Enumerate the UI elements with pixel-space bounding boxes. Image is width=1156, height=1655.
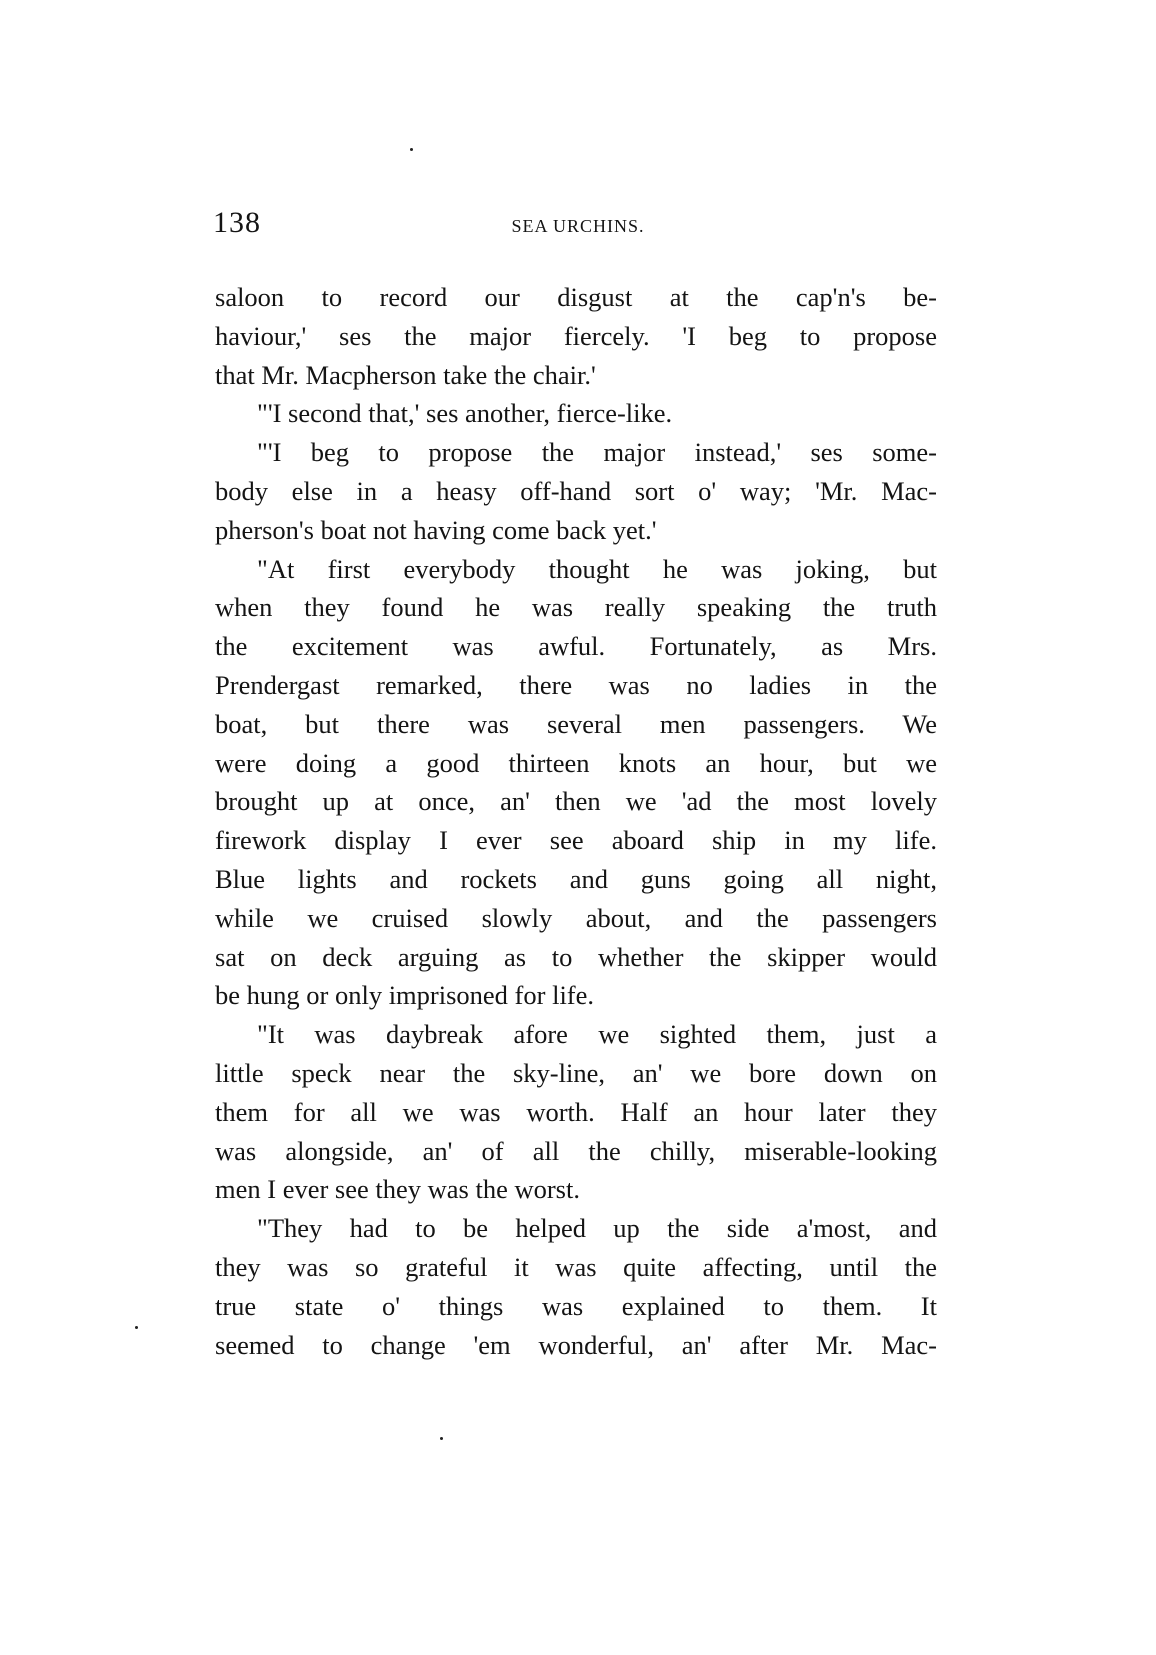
text-line: "It was daybreak afore we sighted them, just a bbox=[257, 1019, 937, 1050]
text-line: while we cruised slowly about, and the passengers bbox=[215, 902, 937, 933]
text-line: saloon to record our disgust at the cap'n's be- bbox=[215, 282, 937, 312]
text-line: pherson's boat not having come back yet.' bbox=[215, 514, 657, 545]
text-line: haviour,' ses the major fiercely. 'I beg to propose bbox=[215, 320, 937, 351]
print-speck bbox=[410, 148, 413, 151]
text-line: they was so grateful it was quite affecting, until the bbox=[215, 1251, 937, 1282]
body-text bbox=[215, 278, 937, 1364]
text-line: men I ever see they was the worst. bbox=[215, 1174, 580, 1205]
text-line: seemed to change 'em wonderful, an' after Mr. Mac- bbox=[215, 1329, 937, 1360]
print-speck bbox=[440, 1437, 443, 1440]
text-line: brought up at once, an' then we 'ad the most lovely bbox=[215, 786, 937, 817]
text-line: the excitement was awful. Fortunately, as Mrs. bbox=[215, 631, 937, 662]
print-speck bbox=[135, 1326, 138, 1329]
text-line: boat, but there was several men passengers. We bbox=[215, 708, 937, 739]
text-line: "They had to be helped up the side a'most, and bbox=[257, 1213, 937, 1244]
text-line: them for all we was worth. Half an hour later they bbox=[215, 1096, 937, 1127]
text-line: little speck near the sky-line, an' we bore down on bbox=[215, 1057, 937, 1088]
text-line: true state o' things was explained to them. It bbox=[215, 1290, 937, 1321]
text-line: firework display I ever see aboard ship in my life. bbox=[215, 825, 937, 856]
text-line: "'I beg to propose the major instead,' ses some- bbox=[257, 437, 937, 468]
page-number: 138 bbox=[213, 206, 261, 239]
text-line: sat on deck arguing as to whether the skipper would bbox=[215, 941, 937, 972]
text-line: "At first everybody thought he was joking, but bbox=[257, 553, 937, 584]
running-title: SEA URCHINS. bbox=[511, 216, 645, 236]
text-line: Blue lights and rockets and guns going all night, bbox=[215, 863, 937, 894]
text-line: when they found he was really speaking the truth bbox=[215, 592, 937, 623]
text-line: "'I second that,' ses another, fierce-like. bbox=[257, 398, 673, 429]
text-line: were doing a good thirteen knots an hour, but we bbox=[215, 747, 937, 778]
text-line: Prendergast remarked, there was no ladies in the bbox=[215, 669, 937, 700]
text-line: that Mr. Macpherson take the chair.' bbox=[215, 359, 596, 390]
text-line: be hung or only imprisoned for life. bbox=[215, 980, 595, 1011]
text-line: was alongside, an' of all the chilly, miserable-looking bbox=[215, 1135, 937, 1166]
text-line: body else in a heasy off-hand sort o' way; 'Mr. Mac- bbox=[215, 475, 937, 506]
page-header bbox=[213, 206, 933, 246]
